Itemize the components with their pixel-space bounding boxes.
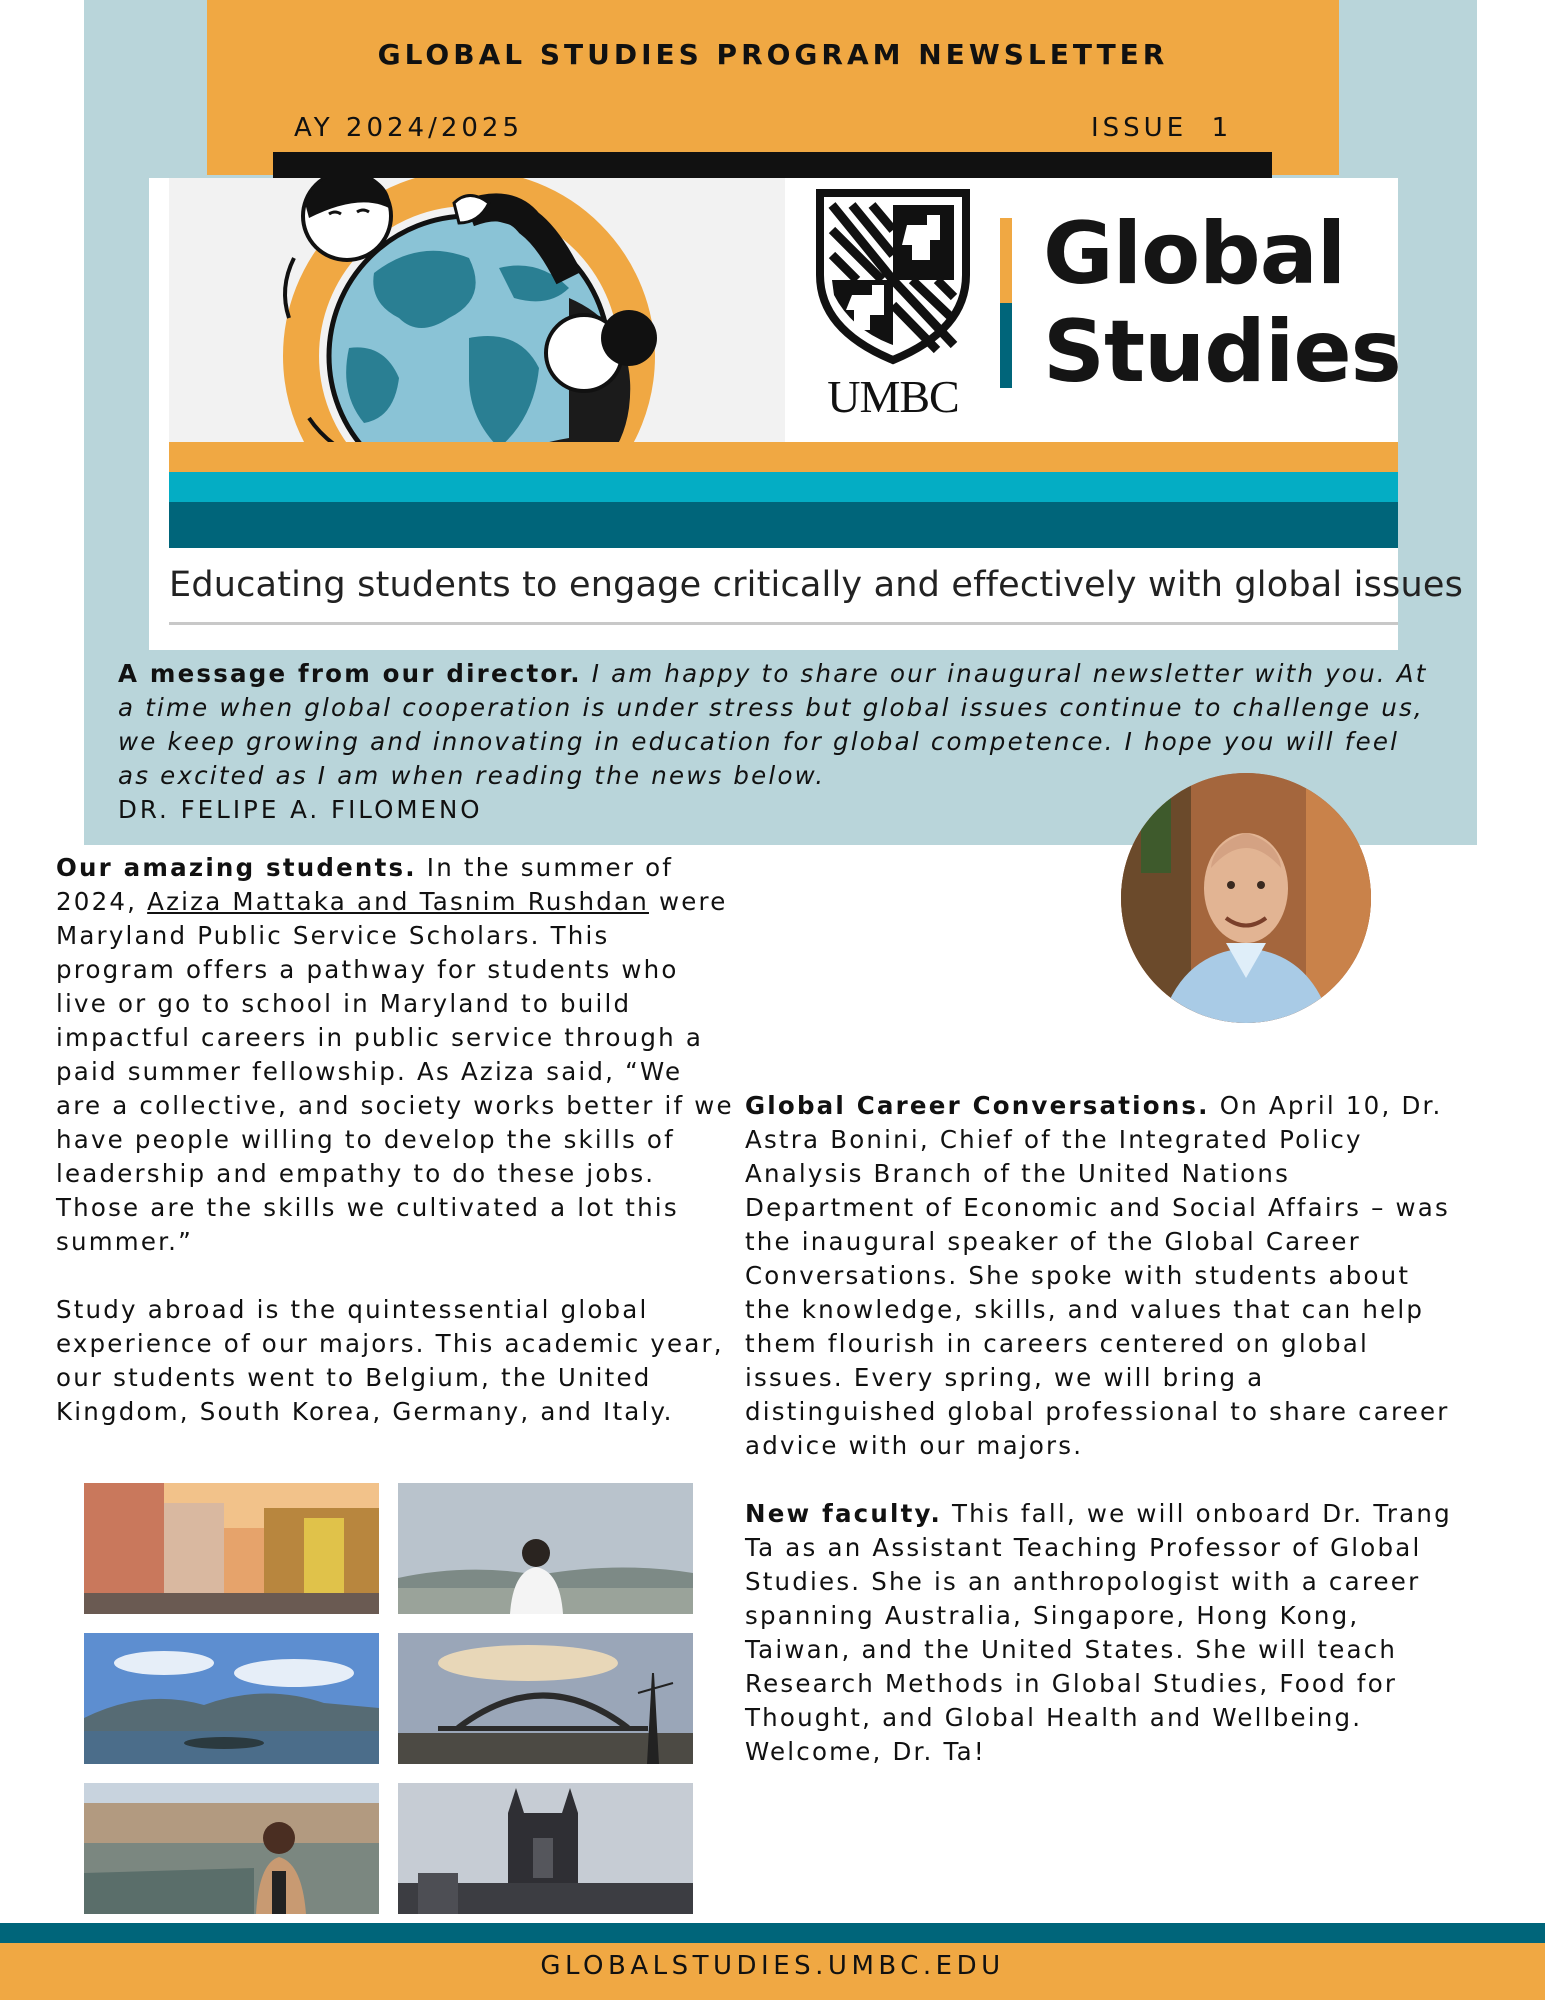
banner-stripe-cyan xyxy=(169,472,1398,502)
issue-number: ISSUE 1 xyxy=(1091,113,1233,143)
academic-year: AY 2024/2025 xyxy=(294,113,524,143)
study-abroad-photo-lake xyxy=(84,1633,379,1764)
director-lead: A message from our director. xyxy=(118,659,582,688)
banner-stripe-orange xyxy=(169,442,1398,472)
study-abroad-photo-bridge xyxy=(398,1633,693,1764)
program-name-line2: Studies xyxy=(1043,302,1401,402)
banner-stripe-teal xyxy=(169,502,1398,548)
portrait-photo xyxy=(1121,773,1371,1023)
director-signature: DR. FELIPE A. FILOMENO xyxy=(118,795,483,824)
program-name xyxy=(1043,205,1401,401)
students-paragraph xyxy=(56,851,736,1259)
faculty-lead: New faculty. xyxy=(745,1499,942,1528)
students-text: were Maryland Public Service Scholars. This program offers a pathway for students who live or go to school in Maryland to build impactful careers in public service through a paid summer fellowship. As Aziza said, “We are a collective, and society works better if we have people willing to develop the skills of leadership and empathy to do these jobs. Those are the skills we cultivated a lot this summer.” xyxy=(56,887,734,1256)
faculty-paragraph xyxy=(745,1497,1465,1769)
director-portrait xyxy=(1121,773,1371,1023)
shield-icon xyxy=(812,185,974,365)
title-block xyxy=(207,0,1339,175)
study-abroad-paragraph: Study abroad is the quintessential global experience of our majors. This academic year, our students went to Belgium, the United Kingdom, South Korea, Germany, and Italy. xyxy=(56,1295,724,1426)
study-abroad-photo-italy-street xyxy=(84,1483,379,1614)
director-message-text: I am happy to share our inaugural newsletter with you. At a time when global cooperation is under stress but global issues continue to challenge us, we keep growing and innovating in education for global competence. I hope you will feel as excited as I am when reading the news below. xyxy=(118,659,1428,790)
umbc-wordmark: UMBC xyxy=(827,371,959,422)
logo-divider-teal xyxy=(1000,303,1012,388)
left-column xyxy=(56,851,736,1463)
right-column xyxy=(745,1089,1465,1803)
newsletter-title: GLOBAL STUDIES PROGRAM NEWSLETTER xyxy=(377,38,1169,71)
faculty-text: This fall, we will onboard Dr. Trang Ta as an Assistant Teaching Professor of Global Studies. She is an anthropologist with a career spanning Australia, Singapore, Hong Kong, Taiwan, and the United States. She will teach Research Methods in Global Studies, Food for Thought, and Global Health and Wellbeing. Welcome, Dr. Ta! xyxy=(745,1499,1452,1766)
career-lead: Global Career Conversations. xyxy=(745,1091,1210,1120)
footer-stripe xyxy=(0,1923,1545,1943)
tagline-underline xyxy=(169,622,1398,625)
study-abroad-photo-rome xyxy=(84,1783,379,1914)
students-text-intro: In the summer of 2024, xyxy=(56,853,674,916)
program-name-line1: Global xyxy=(1043,204,1346,304)
study-abroad-photo-cathedral xyxy=(398,1783,693,1914)
footer-url[interactable]: GLOBALSTUDIES.UMBC.EDU xyxy=(540,1951,1005,1981)
career-paragraph xyxy=(745,1089,1465,1463)
logo-divider-orange xyxy=(1000,218,1012,303)
divider-bar xyxy=(273,152,1272,179)
students-lead: Our amazing students. xyxy=(56,853,417,882)
career-text: On April 10, Dr. Astra Bonini, Chief of the Integrated Policy Analysis Branch of the United Nations Department of Economic and Social Affairs – was the inaugural speaker of the Global Career Conversations. She spoke with students about the knowledge, skills, and values that can help them flourish in careers centered on global issues. Every spring, we will bring a distinguished global professional to share career advice with our majors. xyxy=(745,1091,1450,1460)
study-abroad-photo-korea-view xyxy=(398,1483,693,1614)
program-tagline: Educating students to engage critically and effectively with global issues xyxy=(169,565,1464,605)
umbc-shield-logo xyxy=(812,185,974,365)
scholars-link[interactable]: Aziza Mattaka and Tasnim Rushdan xyxy=(147,887,649,916)
